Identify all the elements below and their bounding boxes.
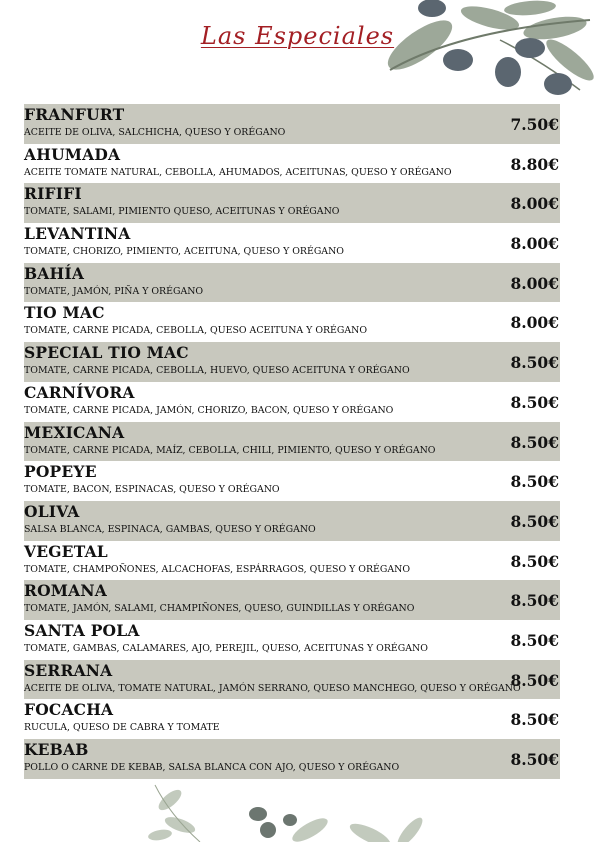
item-price: 7.50€	[510, 115, 559, 134]
item-name: AHUMADA	[24, 144, 121, 164]
item-price: 8.00€	[510, 273, 559, 293]
item-name: FOCACHA	[24, 700, 114, 720]
item-description: TOMATE, CARNE PICADA, CEBOLLA, HUEVO, QUESO ACEITUNA Y ORÉGANO	[24, 365, 410, 377]
item-description: RUCULA, QUESO DE CABRA Y TOMATE	[24, 722, 220, 734]
item-name: TIO MAC	[24, 303, 105, 323]
menu-item	[24, 104, 560, 144]
item-name: MEXICANA	[24, 422, 125, 442]
item-description: SALSA BLANCA, ESPINACA, GAMBAS, QUESO Y ORÉGANO	[24, 523, 316, 535]
menu-item	[24, 422, 560, 462]
item-price: 8.50€	[510, 392, 559, 412]
item-name: SERRANA	[24, 660, 113, 680]
item-name: RIFIFI	[24, 184, 82, 204]
menu-item	[24, 223, 560, 263]
item-price: 8.50€	[510, 591, 559, 611]
olive-leaves-decoration	[140, 780, 440, 842]
item-price: 8.50€	[510, 551, 559, 571]
item-name: FRANFURT	[24, 105, 125, 124]
item-description: TOMATE, CHAMPOÑONES, ALCACHOFAS, ESPÁRRAGOS, QUESO Y ORÉGANO	[24, 563, 411, 575]
olive-branch-decoration	[380, 0, 595, 100]
item-price: 8.00€	[510, 234, 559, 254]
menu-item	[24, 263, 560, 303]
item-name: POPEYE	[24, 462, 97, 482]
item-price: 8.50€	[510, 353, 559, 373]
item-name: CARNÍVORA	[24, 382, 135, 402]
menu-item	[24, 144, 560, 184]
item-description: TOMATE, GAMBAS, CALAMARES, AJO, PEREJIL, QUESO, ACEITUNAS Y ORÉGANO	[24, 642, 428, 654]
item-price: 8.00€	[510, 313, 559, 333]
item-name: LEVANTINA	[24, 224, 131, 244]
item-name: ROMANA	[24, 581, 107, 601]
menu-item	[24, 461, 560, 501]
item-description: ACEITE TOMATE NATURAL, CEBOLLA, AHUMADOS, ACEITUNAS, QUESO Y ORÉGANO	[24, 166, 452, 178]
item-description: TOMATE, SALAMI, PIMIENTO QUESO, ACEITUNAS Y ORÉGANO	[24, 206, 340, 218]
item-name: OLIVA	[24, 501, 80, 521]
item-price: 8.50€	[510, 472, 559, 492]
menu-item	[24, 699, 560, 739]
item-description: TOMATE, CARNE PICADA, MAÍZ, CEBOLLA, CHILI, PIMIENTO, QUESO Y ORÉGANO	[24, 444, 436, 456]
specials-list	[24, 104, 560, 779]
menu-item	[24, 580, 560, 620]
menu-item	[24, 660, 560, 700]
item-name: VEGETAL	[24, 541, 108, 561]
menu-item	[24, 739, 560, 779]
menu-item	[24, 382, 560, 422]
item-name: SANTA POLA	[24, 620, 140, 640]
item-description: TOMATE, JAMÓN, SALAMI, CHAMPIÑONES, QUESO, GUINDILLAS Y ORÉGANO	[24, 603, 415, 615]
menu-item	[24, 541, 560, 581]
menu-item	[24, 501, 560, 541]
item-price: 8.50€	[510, 670, 559, 690]
item-name: SPECIAL TIO MAC	[24, 343, 189, 363]
menu-item	[24, 302, 560, 342]
item-name: BAHÍA	[24, 263, 85, 283]
menu-title: Las Especiales	[200, 22, 395, 50]
item-description: TOMATE, CHORIZO, PIMIENTO, ACEITUNA, QUESO Y ORÉGANO	[24, 246, 344, 258]
item-price: 8.50€	[510, 432, 559, 452]
item-price: 8.80€	[510, 154, 559, 174]
item-description: TOMATE, JAMÓN, PIÑA Y ORÉGANO	[24, 285, 204, 297]
item-description: TOMATE, CARNE PICADA, JAMÓN, CHORIZO, BACON, QUESO Y ORÉGANO	[24, 404, 394, 416]
menu-item	[24, 342, 560, 382]
menu-item	[24, 620, 560, 660]
item-description: POLLO O CARNE DE KEBAB, SALSA BLANCA CON AJO, QUESO Y ORÉGANO	[24, 762, 400, 773]
item-description: TOMATE, BACON, ESPINACAS, QUESO Y ORÉGANO	[24, 484, 280, 496]
menu-item	[24, 183, 560, 223]
item-description: TOMATE, CARNE PICADA, CEBOLLA, QUESO ACEITUNA Y ORÉGANO	[24, 325, 368, 337]
item-name: KEBAB	[24, 740, 89, 759]
item-description: ACEITE DE OLIVA, SALCHICHA, QUESO Y ORÉGANO	[24, 127, 286, 138]
item-description: ACEITE DE OLIVA, TOMATE NATURAL, JAMÓN SERRANO, QUESO MANCHEGO, QUESO Y ORÉGANO	[24, 682, 521, 694]
item-price: 8.50€	[510, 710, 559, 730]
item-price: 8.50€	[510, 630, 559, 650]
item-price: 8.50€	[510, 511, 559, 531]
item-price: 8.00€	[510, 194, 559, 214]
item-price: 8.50€	[510, 750, 559, 769]
